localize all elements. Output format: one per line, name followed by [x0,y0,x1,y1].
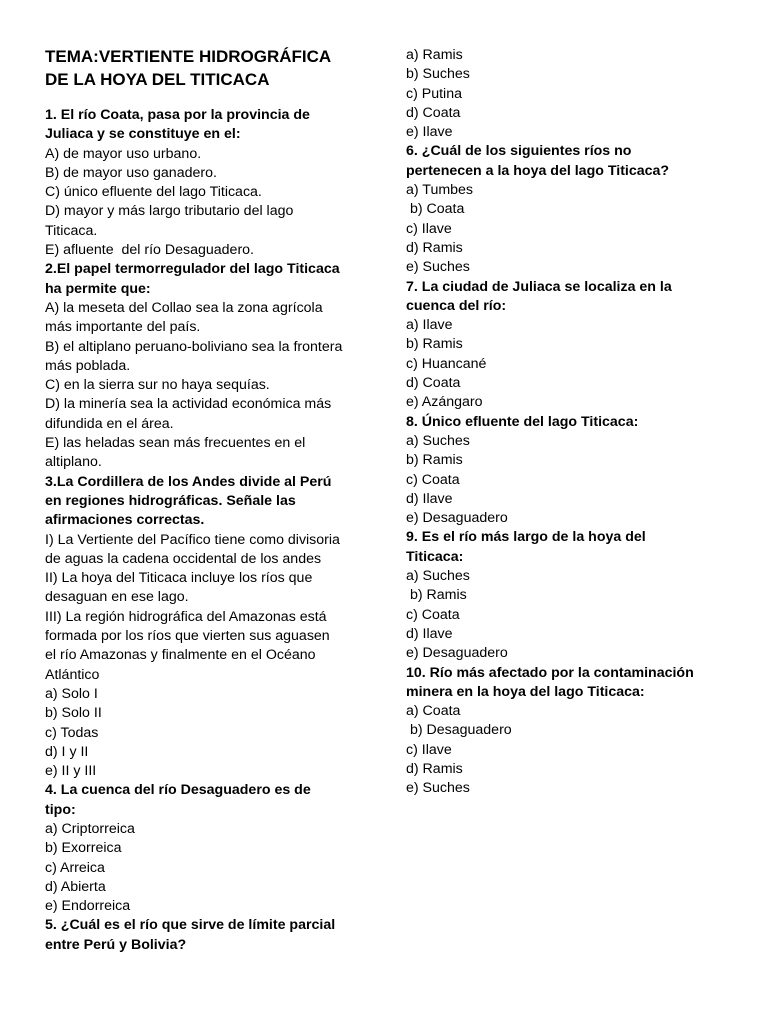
question-text: 8. Único efluente del lago Titicaca: [406,413,639,430]
answer-option: a) Ramis [406,47,463,63]
left-question-list [45,106,375,955]
answer-option: I) La Vertiente del Pacífico tiene como divisoria [45,531,340,548]
question-text: 4. La cuenca del río Desaguadero es de [45,782,311,799]
answer-option: b) Suches [406,66,470,83]
question-text: Juliaca y se constituye en el: [45,126,241,143]
answer-option: a) Tumbes [406,182,474,199]
answer-option: de aguas la cadena occidental de los andes [45,550,322,567]
question-text: afirmaciones correctas. [45,512,205,529]
answer-option: d) Abierta [45,878,106,895]
answer-option: d) Coata [406,104,461,121]
answer-option: b) Ramis [406,336,463,353]
answer-option: a) Suches [406,568,470,585]
title-line-1: TEMA:VERTIENTE HIDROGRÁFICA [45,47,332,66]
answer-option: A) de mayor uso urbano. [45,145,202,162]
question-text: Titicaca: [406,548,464,565]
answer-option: formada por los ríos que vierten sus aguasen [45,628,330,645]
question-text: tipo: [45,801,76,818]
answer-option: d) Ilave [406,490,453,507]
answer-option: a) Solo I [45,685,98,702]
answer-option: b) Solo II [45,705,102,722]
answer-option: c) Ilave [406,741,452,758]
answer-option: c) Coata [406,606,460,623]
answer-option: c) Coata [406,471,460,488]
answer-option: D) la minería sea la actividad económica más [45,396,332,413]
answer-option: Titicaca. [45,222,98,239]
answer-option: e) Desaguadero [406,510,508,527]
answer-option: B) el altiplano peruano-boliviano sea la frontera [45,338,343,355]
answer-option: b) Desaguadero [406,722,512,739]
answer-option: Atlántico [45,666,100,683]
question-text: 7. La ciudad de Juliaca se localiza en la [406,278,672,295]
question-text: 6. ¿Cuál de los siguientes ríos no [406,143,632,160]
answer-option: b) Coata [406,201,465,218]
answer-option: e) Ilave [406,124,453,141]
answer-option: c) Huancané [406,355,487,372]
question-text: 2.El papel termorregulador del lago Titicaca [45,261,340,278]
question-text: 10. Río más afectado por la contaminación [406,664,694,681]
question-text: 1. El río Coata, pasa por la provincia de [45,107,310,123]
answer-option: difundida en el área. [45,415,174,432]
right-question-list [406,46,746,799]
answer-option: d) Ilave [406,625,453,642]
question-text: pertenecen a la hoya del lago Titicaca? [406,162,670,179]
answer-option: A) la meseta del Collao sea la zona agrícola [45,299,323,316]
answer-option: e) Desaguadero [406,645,508,662]
answer-option: E) las heladas sean más frecuentes en el [45,435,306,452]
answer-option: B) de mayor uso ganadero. [45,164,217,181]
question-text: 5. ¿Cuál es el río que sirve de límite parcial [45,917,336,934]
answer-option: C) único efluente del lago Titicaca. [45,184,262,201]
answer-option: b) Ramis [406,587,467,604]
answer-option: a) Suches [406,432,470,449]
question-text: cuenca del río: [406,297,507,314]
answer-option: más poblada. [45,357,131,374]
answer-option: más importante del país. [45,319,201,336]
answer-option: d) Ramis [406,760,463,777]
answer-option: III) La región hidrográfica del Amazonas está [45,608,327,625]
answer-option: desaguan en ese lago. [45,589,189,606]
answer-option: e) II y III [45,763,97,780]
question-text: ha permite que: [45,280,151,297]
answer-option: D) mayor y más largo tributario del lago [45,203,294,220]
question-text: minera en la hoya del lago Titicaca: [406,683,645,700]
answer-option: e) Suches [406,780,470,797]
question-text: entre Perú y Bolivia? [45,936,187,953]
answer-option: C) en la sierra sur no haya sequías. [45,377,270,394]
answer-option: II) La hoya del Titicaca incluye los ríos que [45,570,313,587]
answer-option: E) afluente del río Desaguadero. [45,242,255,259]
answer-option: e) Azángaro [406,394,483,411]
answer-option: a) Coata [406,703,461,720]
title-line-2: DE LA HOYA DEL TITICACA [45,70,270,89]
answer-option: e) Suches [406,259,470,276]
answer-option: el río Amazonas y finalmente en el Océano [45,647,316,664]
answer-option: c) Arreica [45,859,105,876]
answer-option: c) Ilave [406,220,452,237]
answer-option: altiplano. [45,454,102,471]
right-column [406,46,746,799]
question-text: en regiones hidrográficas. Señale las [45,492,296,509]
answer-option: b) Ramis [406,452,463,469]
answer-option: d) Coata [406,375,461,392]
answer-option: c) Todas [45,724,99,741]
answer-option: b) Exorreica [45,840,122,857]
question-text: 3.La Cordillera de los Andes divide al Perú [45,473,332,490]
answer-option: d) I y II [45,743,89,760]
answer-option: c) Putina [406,85,462,102]
answer-option: a) Criptorreica [45,820,135,837]
left-column [45,45,375,955]
question-text: 9. Es el río más largo de la hoya del [406,529,646,546]
page-title [45,45,375,91]
answer-option: e) Endorreica [45,898,131,915]
answer-option: a) Ilave [406,317,453,334]
answer-option: d) Ramis [406,239,463,256]
